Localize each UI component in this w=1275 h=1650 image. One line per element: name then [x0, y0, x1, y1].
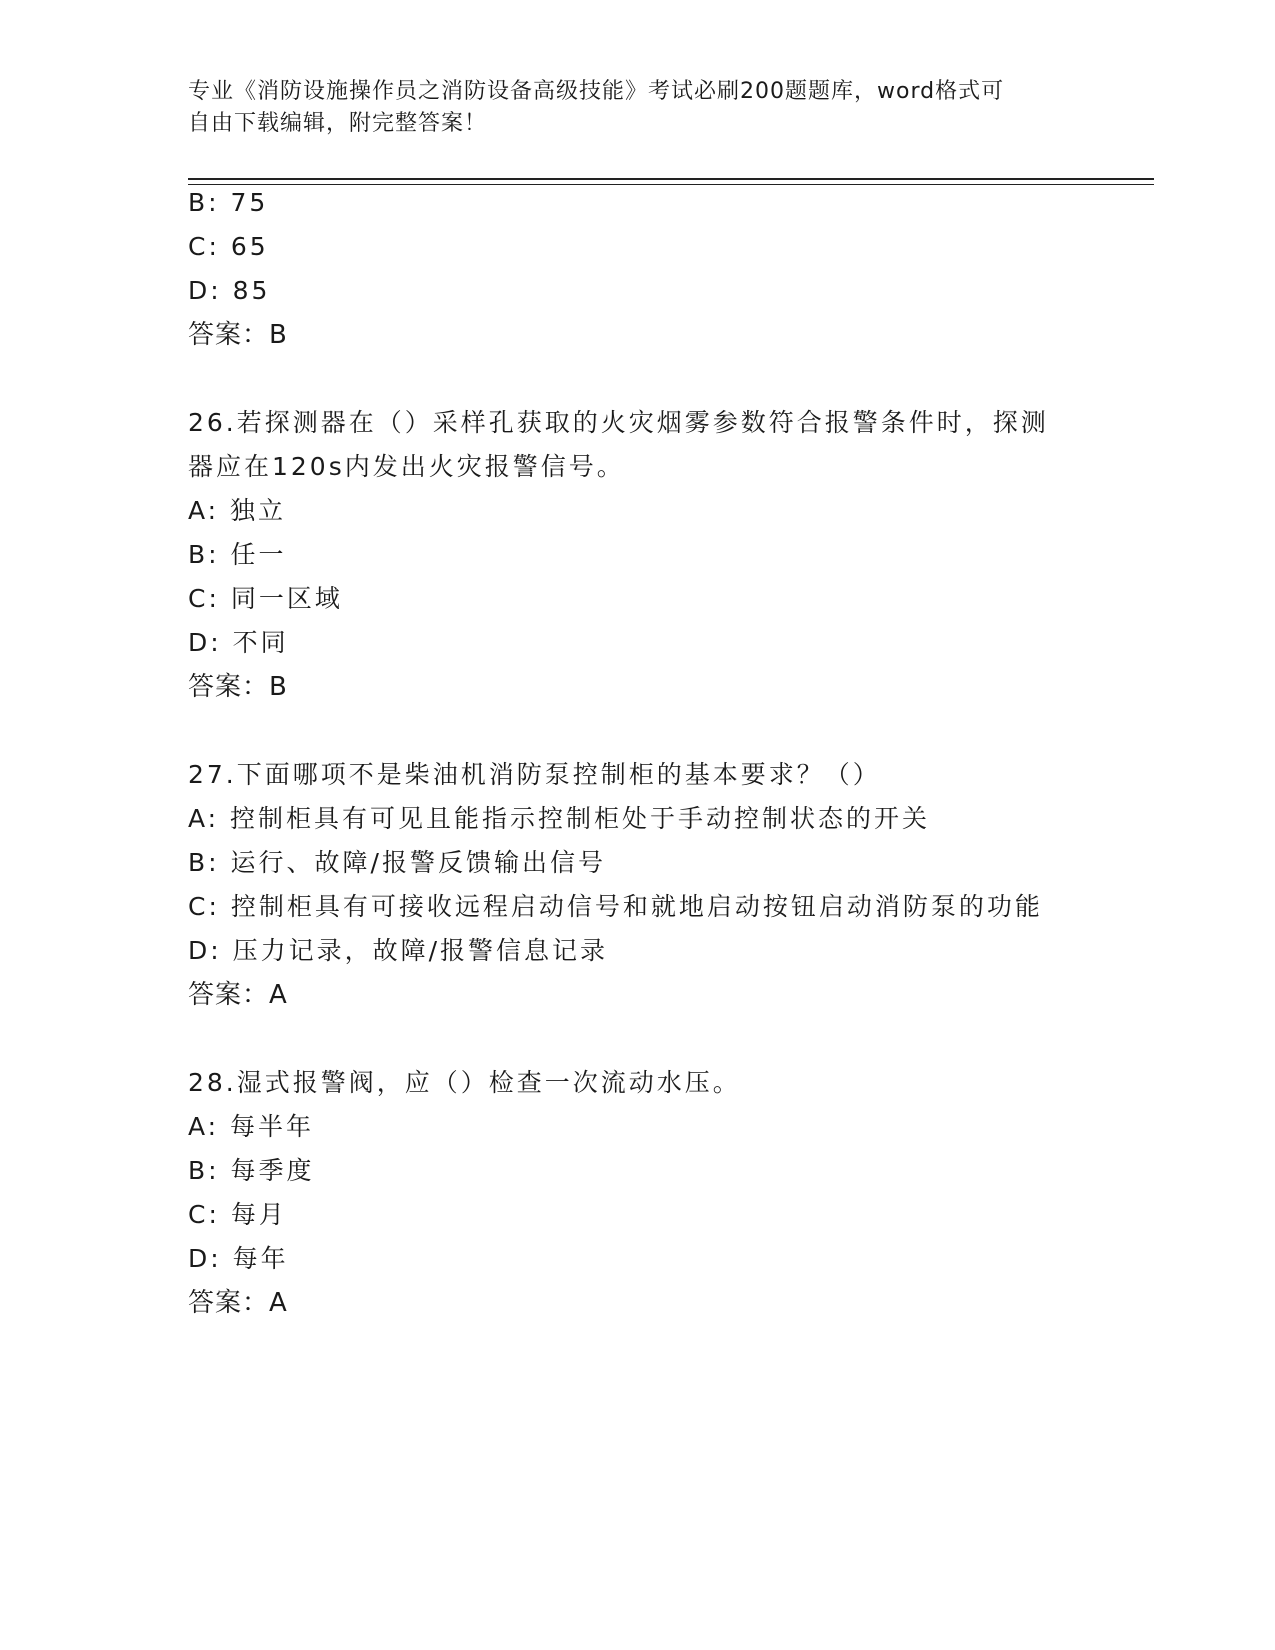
- prev-option-c: C: 65: [188, 232, 269, 261]
- q27-option-b: B: 运行、故障/报警反馈输出信号: [188, 848, 606, 877]
- q27-answer: 答案：A: [188, 980, 288, 1010]
- q27-option-c: C: 控制柜具有可接收远程启动信号和就地启动按钮启动消防泵的功能: [188, 892, 1043, 921]
- prev-option-d: D: 85: [188, 276, 271, 305]
- q26-answer: 答案：B: [188, 672, 288, 702]
- q28-answer: 答案：A: [188, 1288, 288, 1318]
- q26-stem-line-2: 器应在120s内发出火灾报警信号。: [188, 452, 625, 481]
- q28-option-b: B: 每季度: [188, 1156, 315, 1185]
- q27-stem: 27.下面哪项不是柴油机消防泵控制柜的基本要求？（）: [188, 760, 881, 789]
- q28-option-c: C: 每月: [188, 1200, 287, 1229]
- prev-option-b: B: 75: [188, 188, 269, 217]
- q27-option-d: D: 压力记录，故障/报警信息记录: [188, 936, 609, 965]
- q26-option-d: D: 不同: [188, 628, 289, 657]
- q27-option-a: A: 控制柜具有可见且能指示控制柜处于手动控制状态的开关: [188, 804, 931, 833]
- header-line-2: 自由下载编辑，附完整答案！: [188, 111, 488, 136]
- q26-stem-line-1: 26.若探测器在（）采样孔获取的火灾烟雾参数符合报警条件时，探测: [188, 408, 1049, 437]
- header-divider-thick: [188, 178, 1154, 180]
- q26-option-a: A: 独立: [188, 496, 287, 525]
- header-divider-thin: [188, 184, 1154, 185]
- q26-option-c: C: 同一区域: [188, 584, 343, 613]
- header-line-1: 专业《消防设施操作员之消防设备高级技能》考试必刷200题题库，word格式可: [188, 79, 1005, 104]
- q28-option-d: D: 每年: [188, 1244, 289, 1273]
- q28-stem: 28.湿式报警阀，应（）检查一次流动水压。: [188, 1068, 741, 1097]
- document-header: [188, 76, 1088, 140]
- q28-option-a: A: 每半年: [188, 1112, 315, 1141]
- prev-answer: 答案：B: [188, 320, 288, 350]
- q26-option-b: B: 任一: [188, 540, 287, 569]
